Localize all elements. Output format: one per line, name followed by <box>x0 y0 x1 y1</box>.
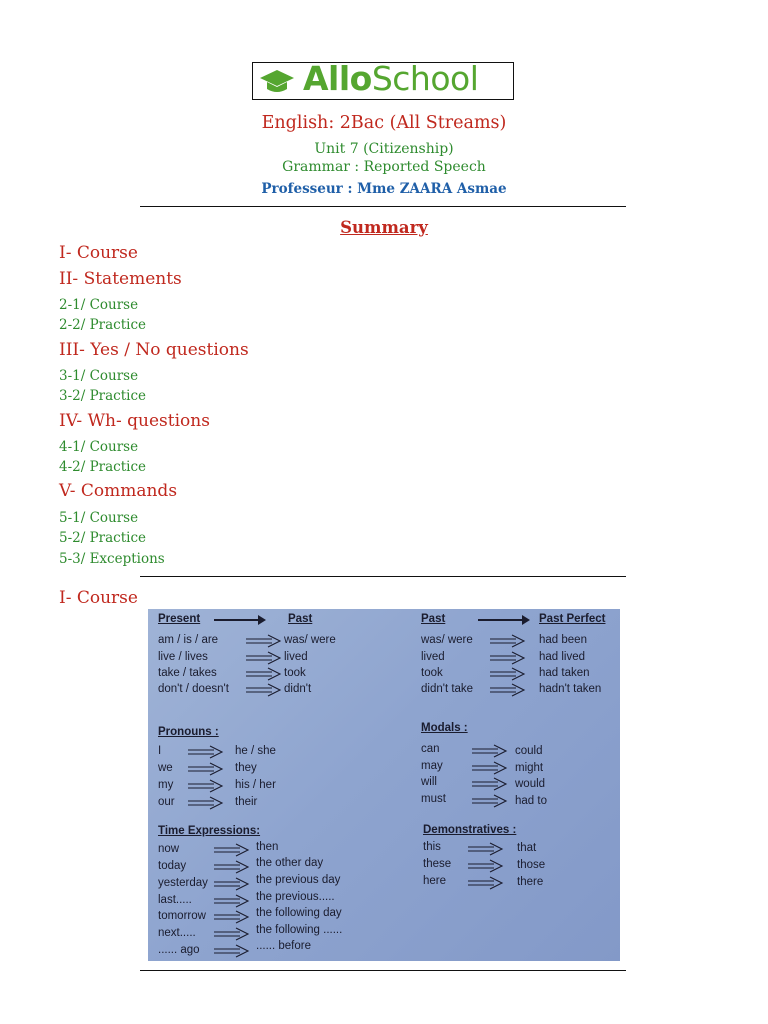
table-cell: today <box>158 860 187 872</box>
table-cell: those <box>517 859 546 871</box>
table-cell: would <box>515 778 546 790</box>
table-header: Past <box>421 613 446 625</box>
table-cell: the following day <box>256 907 342 919</box>
subsection-item: 2-1/ Course <box>59 297 139 313</box>
table-cell: ...... before <box>256 940 311 952</box>
table-cell: don't / doesn't <box>158 683 229 695</box>
graduation-cap-icon <box>259 67 295 95</box>
section-heading: III- Yes / No questions <box>59 340 249 360</box>
table-cell: he / she <box>235 745 276 757</box>
subsection-item: 5-3/ Exceptions <box>59 551 165 567</box>
double-arrow-icon <box>214 945 248 957</box>
double-arrow-icon <box>188 780 222 792</box>
divider <box>140 576 626 577</box>
table-cell: our <box>158 796 175 808</box>
table-cell: there <box>517 876 544 888</box>
double-arrow-icon <box>188 797 222 809</box>
table-cell: live / lives <box>158 651 208 663</box>
table-cell: didn't take <box>421 683 474 695</box>
subsection-item: 2-2/ Practice <box>59 317 147 333</box>
table-cell: had taken <box>539 667 590 679</box>
double-arrow-icon <box>490 684 524 696</box>
divider <box>140 970 626 971</box>
table-cell: now <box>158 843 180 855</box>
double-arrow-icon <box>214 928 248 940</box>
table-header: Past <box>288 613 313 625</box>
section-heading: II- Statements <box>59 269 182 289</box>
table-cell: had to <box>515 795 547 807</box>
double-arrow-icon <box>468 860 502 872</box>
table-cell: took <box>284 667 306 679</box>
table-cell: had been <box>539 634 587 646</box>
table-cell: these <box>423 858 452 870</box>
table-cell: the other day <box>256 857 324 869</box>
subsection-item: 5-1/ Course <box>59 510 139 526</box>
alloschool-logo <box>252 59 514 100</box>
table-cell: didn't <box>284 683 312 695</box>
table-cell: take / takes <box>158 667 217 679</box>
table-cell: next..... <box>158 927 196 939</box>
page-title: English: 2Bac (All Streams) <box>261 113 507 133</box>
table-cell: tomorrow <box>158 910 206 922</box>
table-cell: yesterday <box>158 877 208 889</box>
double-arrow-icon <box>490 652 524 664</box>
table-cell: was/ were <box>284 634 336 646</box>
double-arrow-icon <box>214 911 248 923</box>
table-cell: may <box>421 760 443 772</box>
table-cell: the following ...... <box>256 924 343 936</box>
table-cell: might <box>515 762 544 774</box>
table-cell: last..... <box>158 894 192 906</box>
double-arrow-icon <box>246 652 280 664</box>
professor-label: Professeur : Mme ZAARA Asmae <box>261 181 507 197</box>
double-arrow-icon <box>188 746 222 758</box>
table-cell: lived <box>284 651 308 663</box>
double-arrow-icon <box>490 635 524 647</box>
double-arrow-icon <box>472 745 506 757</box>
table-header: Present <box>158 613 201 625</box>
section-heading: IV- Wh- questions <box>59 411 210 431</box>
unit-label: Unit 7 (Citizenship) <box>314 141 454 157</box>
table-cell: his / her <box>235 779 276 791</box>
double-arrow-icon <box>214 895 248 907</box>
section-heading: I- Course <box>59 243 138 263</box>
subsection-item: 4-1/ Course <box>59 439 139 455</box>
section-heading: V- Commands <box>59 481 178 501</box>
table-header: Time Expressions: <box>158 825 261 837</box>
double-arrow-icon <box>214 861 248 873</box>
table-cell: they <box>235 762 257 774</box>
table-header: Modals : <box>421 722 468 734</box>
table-cell: my <box>158 779 174 791</box>
table-cell: this <box>423 841 441 853</box>
logo-wordmark: AlloSchool <box>303 59 479 98</box>
subsection-item: 3-2/ Practice <box>59 388 147 404</box>
table-cell: I <box>158 745 162 757</box>
table-cell: will <box>421 776 437 788</box>
grammar-label: Grammar : Reported Speech <box>282 159 486 175</box>
double-arrow-icon <box>246 684 280 696</box>
table-cell: can <box>421 743 440 755</box>
table-cell: had lived <box>539 651 586 663</box>
double-arrow-icon <box>214 878 248 890</box>
table-header: Demonstratives : <box>423 824 517 836</box>
table-cell: was/ were <box>421 634 473 646</box>
table-cell: the previous day <box>256 874 341 886</box>
course-heading: I- Course <box>59 588 138 608</box>
table-cell: ...... ago <box>158 944 200 956</box>
double-arrow-icon <box>468 877 502 889</box>
table-cell: am / is / are <box>158 634 219 646</box>
table-header: Past Perfect <box>539 613 606 625</box>
table-cell: took <box>421 667 443 679</box>
subsection-item: 3-1/ Course <box>59 368 139 384</box>
double-arrow-icon <box>246 635 280 647</box>
table-cell: hadn't taken <box>539 683 602 695</box>
table-cell: here <box>423 875 447 887</box>
double-arrow-icon <box>472 762 506 774</box>
divider <box>140 206 626 207</box>
subsection-item: 4-2/ Practice <box>59 459 147 475</box>
summary-heading: Summary <box>340 218 428 237</box>
table-cell: lived <box>421 651 445 663</box>
conversion-arrows <box>148 609 620 961</box>
table-header: Pronouns : <box>158 726 219 738</box>
subsection-item: 5-2/ Practice <box>59 530 147 546</box>
table-cell: then <box>256 841 279 853</box>
table-cell: the previous..... <box>256 891 335 903</box>
double-arrow-icon <box>188 763 222 775</box>
table-cell: could <box>515 745 543 757</box>
double-arrow-icon <box>246 668 280 680</box>
double-arrow-icon <box>490 668 524 680</box>
double-arrow-icon <box>468 843 502 855</box>
table-cell: their <box>235 796 258 808</box>
double-arrow-icon <box>472 778 506 790</box>
reported-speech-table-photo <box>148 609 620 961</box>
double-arrow-icon <box>472 795 506 807</box>
table-cell: we <box>158 762 173 774</box>
table-cell: must <box>421 793 446 805</box>
table-cell: that <box>517 842 537 854</box>
double-arrow-icon <box>214 844 248 856</box>
